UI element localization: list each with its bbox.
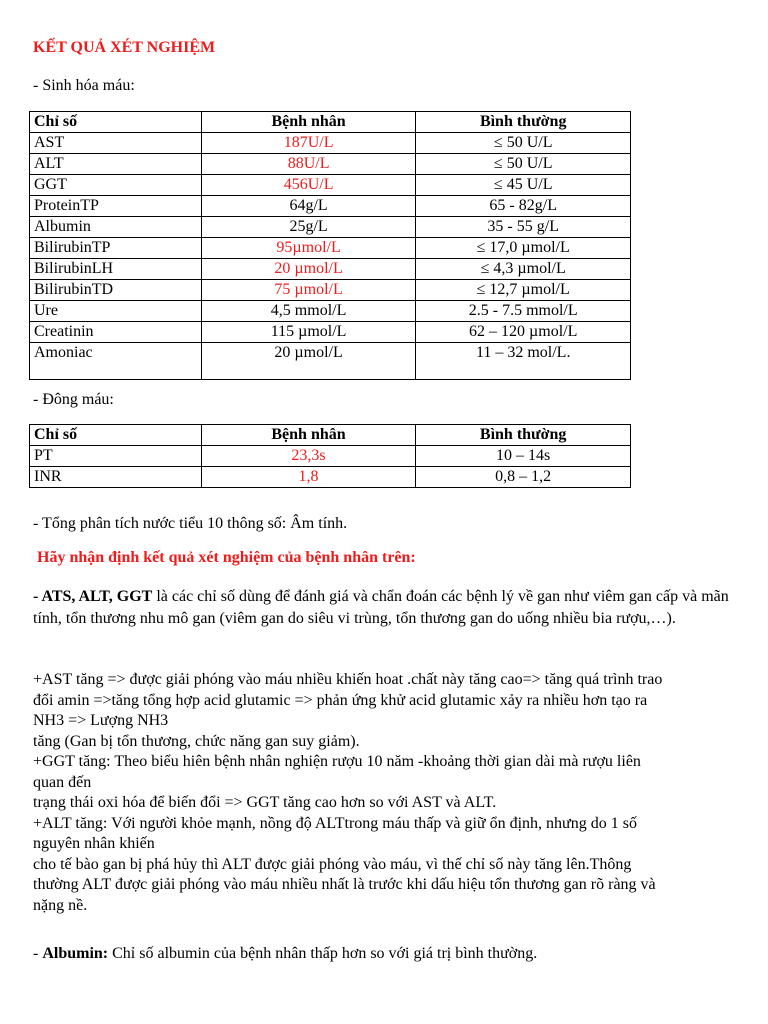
- table-row: [30, 446, 631, 467]
- cell-patient-value: 20 µmol/L: [201, 259, 416, 280]
- table-row: [30, 133, 631, 154]
- page-title: KẾT QUẢ XÉT NGHIỆM: [33, 39, 216, 56]
- cell-index-name: BilirubinLH: [30, 259, 202, 280]
- albumin-prefix: -: [33, 945, 43, 962]
- table-row: [30, 301, 631, 322]
- cell-normal-range: 10 – 14s: [416, 446, 631, 467]
- cell-patient-value: 456U/L: [201, 175, 416, 196]
- paragraph-liver-enzymes: [33, 586, 733, 630]
- paragraph-line: đổi amin =>tăng tổng hợp acid glutamic => phản ứng khử acid glutamic xảy ra nhiều hơn tạo ra: [33, 691, 648, 709]
- col-header-index: Chỉ số: [30, 112, 202, 133]
- albumin-text: Chỉ số albumin của bệnh nhân thấp hơn so với giá trị bình thường.: [108, 945, 538, 962]
- cell-normal-range: 2.5 - 7.5 mmol/L: [416, 301, 631, 322]
- cell-normal-range: ≤ 50 U/L: [416, 154, 631, 175]
- paragraph-line: nặng nề.: [33, 896, 88, 914]
- urine-result: - Tổng phân tích nước tiểu 10 thông số: Âm tính.: [33, 515, 348, 532]
- cell-patient-value: 23,3s: [201, 446, 416, 467]
- cell-normal-range: ≤ 4,3 µmol/L: [416, 259, 631, 280]
- cell-index-name: Ure: [30, 301, 202, 322]
- paragraph-bold-lead: - ATS, ALT, GGT: [33, 588, 153, 605]
- cell-normal-range: ≤ 45 U/L: [416, 175, 631, 196]
- paragraph-line: +AST tăng => được giải phóng vào máu nhiều khiến hoat .chất này tăng cao=> tăng quá trình trao: [33, 671, 663, 688]
- paragraph-line: trạng thái oxi hóa để biến đổi => GGT tăng cao hơn so với AST và ALT.: [33, 794, 497, 811]
- section-label-biochemistry: - Sinh hóa máu:: [33, 77, 135, 94]
- table-row: [30, 238, 631, 259]
- table-row: [30, 343, 631, 380]
- col-header-normal: Bình thường: [416, 112, 631, 133]
- cell-normal-range: 65 - 82g/L: [416, 196, 631, 217]
- cell-patient-value: 25g/L: [201, 217, 416, 238]
- cell-patient-value: 115 µmol/L: [201, 322, 416, 343]
- col-header-patient: Bệnh nhân: [201, 425, 416, 446]
- table-row: [30, 322, 631, 343]
- paragraph-line: NH3 => Lượng NH3: [33, 712, 169, 729]
- cell-index-name: BilirubinTD: [30, 280, 202, 301]
- cell-index-name: Creatinin: [30, 322, 202, 343]
- cell-patient-value: 95µmol/L: [201, 238, 416, 259]
- col-header-patient: Bệnh nhân: [201, 112, 416, 133]
- coagulation-table: [29, 424, 631, 488]
- table-row: [30, 175, 631, 196]
- cell-index-name: Albumin: [30, 217, 202, 238]
- cell-patient-value: 187U/L: [201, 133, 416, 154]
- cell-normal-range: 0,8 – 1,2: [416, 467, 631, 488]
- cell-normal-range: ≤ 12,7 µmol/L: [416, 280, 631, 301]
- cell-patient-value: 20 µmol/L: [201, 343, 416, 380]
- col-header-normal: Bình thường: [416, 425, 631, 446]
- cell-index-name: PT: [30, 446, 202, 467]
- cell-patient-value: 88U/L: [201, 154, 416, 175]
- cell-patient-value: 75 µmol/L: [201, 280, 416, 301]
- cell-normal-range: 62 – 120 µmol/L: [416, 322, 631, 343]
- section-label-coagulation: - Đông máu:: [33, 391, 114, 408]
- table-row: [30, 217, 631, 238]
- paragraph-text: là các chỉ số dùng để đánh giá và chẩn đoán các bệnh lý về gan như viêm gan cấp và mãn tính, tổn thương nhu mô gan (viêm gan do siêu vi trùng, tổn thương gan do uống nhiều bia rượu,…).: [33, 588, 729, 627]
- paragraph-albumin: [33, 943, 733, 965]
- cell-index-name: ALT: [30, 154, 202, 175]
- cell-index-name: Amoniac: [30, 343, 202, 380]
- paragraph-explanations: [33, 670, 733, 916]
- table-row: [30, 154, 631, 175]
- paragraph-line: nguyên nhân khiến: [33, 835, 155, 852]
- paragraph-line: quan đến: [33, 773, 92, 791]
- cell-index-name: BilirubinTP: [30, 238, 202, 259]
- paragraph-line: thường ALT được giải phóng vào máu nhiều nhất là trước khi dấu hiệu tổn thương gan rõ ràng và: [33, 876, 656, 893]
- cell-patient-value: 64g/L: [201, 196, 416, 217]
- albumin-label: Albumin:: [42, 945, 109, 962]
- table-header-row: [30, 425, 631, 446]
- cell-index-name: GGT: [30, 175, 202, 196]
- cell-patient-value: 1,8: [201, 467, 416, 488]
- table-row: [30, 259, 631, 280]
- paragraph-line: +GGT tăng: Theo biểu hiên bệnh nhân nghiện rượu 10 năm -khoảng thời gian dài mà rượu liên: [33, 753, 641, 770]
- cell-patient-value: 4,5 mmol/L: [201, 301, 416, 322]
- cell-index-name: INR: [30, 467, 202, 488]
- biochemistry-table: [29, 111, 631, 380]
- col-header-index: Chỉ số: [30, 425, 202, 446]
- table-row: [30, 467, 631, 488]
- table-header-row: [30, 112, 631, 133]
- question-heading: Hãy nhận định kết quả xét nghiệm của bệnh nhân trên:: [37, 549, 416, 566]
- cell-normal-range: ≤ 50 U/L: [416, 133, 631, 154]
- paragraph-line: tăng (Gan bị tổn thương, chức năng gan suy giảm).: [33, 732, 360, 750]
- cell-index-name: AST: [30, 133, 202, 154]
- table-row: [30, 280, 631, 301]
- paragraph-line: +ALT tăng: Với người khỏe mạnh, nồng độ ALTtrong máu thấp và giữ ổn định, nhưng do 1 số: [33, 814, 637, 832]
- cell-normal-range: 11 – 32 mol/L.: [416, 343, 631, 380]
- paragraph-line: cho tế bào gan bị phá hủy thì ALT được giải phóng vào máu, vì thế chỉ số này tăng lên.Thông: [33, 855, 632, 873]
- cell-normal-range: ≤ 17,0 µmol/L: [416, 238, 631, 259]
- cell-normal-range: 35 - 55 g/L: [416, 217, 631, 238]
- table-row: [30, 196, 631, 217]
- cell-index-name: ProteinTP: [30, 196, 202, 217]
